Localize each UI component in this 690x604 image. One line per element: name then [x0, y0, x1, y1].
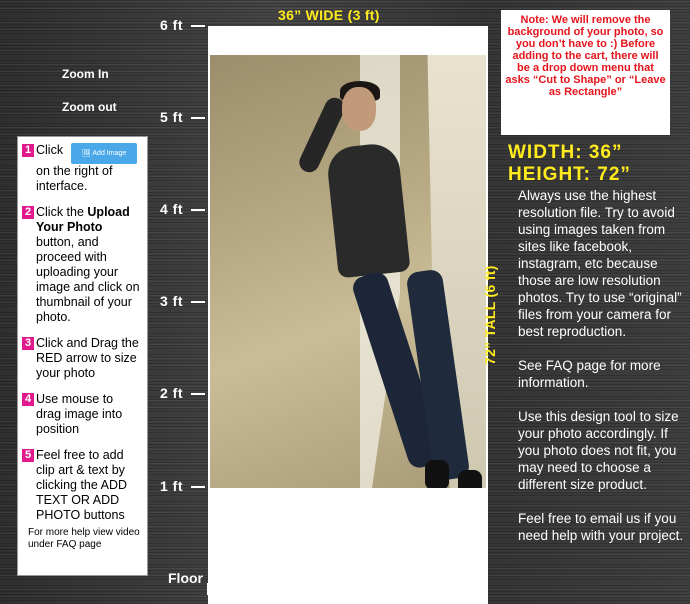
help-note: For more help view video under FAQ page — [28, 527, 140, 550]
upload-photo-label: Upload Your Photo — [36, 205, 130, 234]
zoom-in-button[interactable]: Zoom In — [62, 67, 109, 81]
step-number-badge: 2 — [22, 206, 34, 219]
step-number-badge: 5 — [22, 449, 34, 462]
info-paragraph: Feel free to email us if you need help with your project. — [518, 511, 684, 543]
photo-head — [342, 87, 376, 131]
ruler-label-6ft: 6 ft — [160, 17, 205, 33]
uploaded-photo[interactable] — [210, 55, 486, 488]
zoom-out-button[interactable]: Zoom out — [62, 100, 117, 114]
info-paragraph: Use this design tool to size your photo accordingly. If you photo does not fit, you may need to choose a different size product. — [518, 409, 679, 492]
background-removal-note: Note: We will remove the background of your photo, so you don’t have to :) Before adding to the cart, there will be a drop down menu that asks “Cut to Shape” or “Leave as Rectangle” — [501, 10, 670, 135]
step-text: Click — [36, 143, 64, 157]
instruction-step-5 — [22, 448, 141, 523]
ruler-label-3ft: 3 ft — [160, 293, 205, 309]
image-icon: 🖼 — [81, 150, 91, 157]
width-dimension: WIDTH: 36” — [508, 142, 623, 163]
step-number-badge: 3 — [22, 337, 34, 350]
ruler-label-5ft: 5 ft — [160, 109, 205, 125]
photo-shoe — [425, 460, 449, 488]
ruler-label-2ft: 2 ft — [160, 385, 205, 401]
info-paragraph: Always use the highest resolution file. Try to avoid using images taken from sites like facebook, instagram, etc because those are low resolution photos. Try to use “original” files from your camera for best reproduction. — [518, 188, 682, 339]
photo-person — [270, 75, 380, 475]
step-text: Click the — [36, 205, 88, 219]
step-text: Click and Drag the RED arrow to size your photo — [36, 336, 139, 380]
instruction-step-3 — [22, 336, 141, 381]
add-image-button[interactable]: 🖼 Add Image — [71, 143, 137, 164]
instruction-step-2 — [22, 205, 141, 325]
step-text: Feel free to add clip art & text by clicking the ADD TEXT OR ADD PHOTO buttons — [36, 448, 128, 522]
photo-torso — [325, 142, 410, 279]
instruction-step-4 — [22, 392, 141, 437]
ruler-label-4ft: 4 ft — [160, 201, 205, 217]
step-text: button, and proceed with uploading your image and click on thumbnail of your photo. — [36, 235, 140, 324]
step-text: Use mouse to drag image into position — [36, 392, 123, 436]
info-paragraph: See FAQ page for more information. — [518, 358, 661, 390]
step-number-badge: 1 — [22, 144, 34, 157]
height-dimension: HEIGHT: 72” — [508, 164, 631, 185]
photo-shoe — [458, 470, 482, 488]
info-text — [518, 187, 690, 561]
step-number-badge: 4 — [22, 393, 34, 406]
ruler-label-1ft: 1 ft — [160, 478, 205, 494]
height-label: 72” TALL (6 ft) — [482, 265, 498, 365]
width-label: 36” WIDE (3 ft) — [278, 7, 380, 23]
step-text: on the right of interface. — [36, 164, 113, 193]
instructions-panel — [17, 136, 148, 576]
instruction-step-1 — [22, 143, 141, 194]
floor-label: Floor — [168, 570, 203, 586]
